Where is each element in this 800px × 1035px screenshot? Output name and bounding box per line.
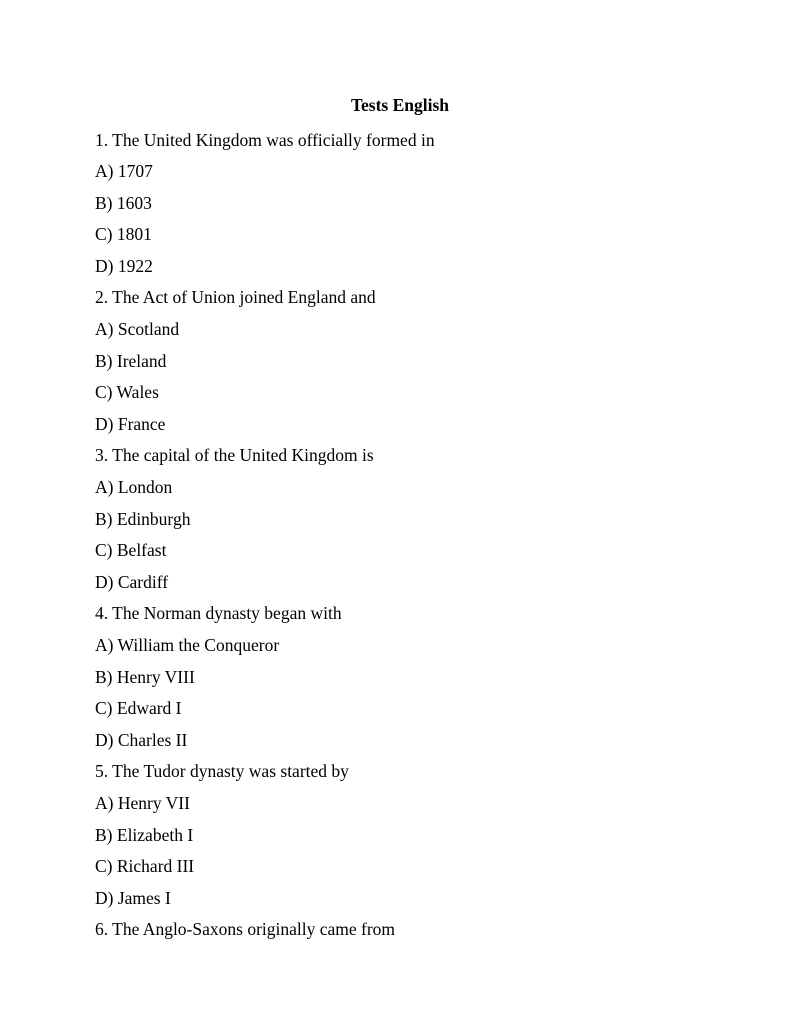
question-1-option-b: B) 1603 <box>95 192 152 213</box>
question-4-text: 4. The Norman dynasty began with <box>95 603 342 624</box>
question-4-option-d: D) Charles II <box>95 729 188 750</box>
question-2-option-b: B) Ireland <box>95 350 167 371</box>
question-4-option-b: B) Henry VIII <box>95 666 195 687</box>
question-5-option-a: A) Henry VII <box>95 792 190 813</box>
question-5-option-b: B) Elizabeth I <box>95 824 194 845</box>
question-1-option-a: A) 1707 <box>95 161 153 182</box>
question-1-option-c: C) 1801 <box>95 224 152 245</box>
question-3-option-c: C) Belfast <box>95 540 167 561</box>
question-4-option-c: C) Edward I <box>95 698 182 719</box>
question-6-text: 6. The Anglo-Saxons originally came from <box>95 919 396 940</box>
question-3-text: 3. The capital of the United Kingdom is <box>95 445 374 466</box>
question-3-option-b: B) Edinburgh <box>95 508 191 529</box>
question-2-option-d: D) France <box>95 413 166 434</box>
question-2-option-a: A) Scotland <box>95 319 180 340</box>
question-5-option-d: D) James I <box>95 887 171 908</box>
document-title: Tests English <box>350 95 450 115</box>
question-5-option-c: C) Richard III <box>95 856 195 877</box>
question-2-option-c: C) Wales <box>95 382 159 403</box>
question-1-option-d: D) 1922 <box>95 255 153 276</box>
question-4-option-a: A) William the Conqueror <box>95 635 280 655</box>
question-1-text: 1. The United Kingdom was officially formed in <box>95 129 435 150</box>
question-5-text: 5. The Tudor dynasty was started by <box>95 761 349 782</box>
question-3-option-d: D) Cardiff <box>95 571 169 592</box>
question-list <box>95 125 435 946</box>
question-2-text: 2. The Act of Union joined England and <box>95 287 376 308</box>
question-3-option-a: A) London <box>95 477 173 498</box>
